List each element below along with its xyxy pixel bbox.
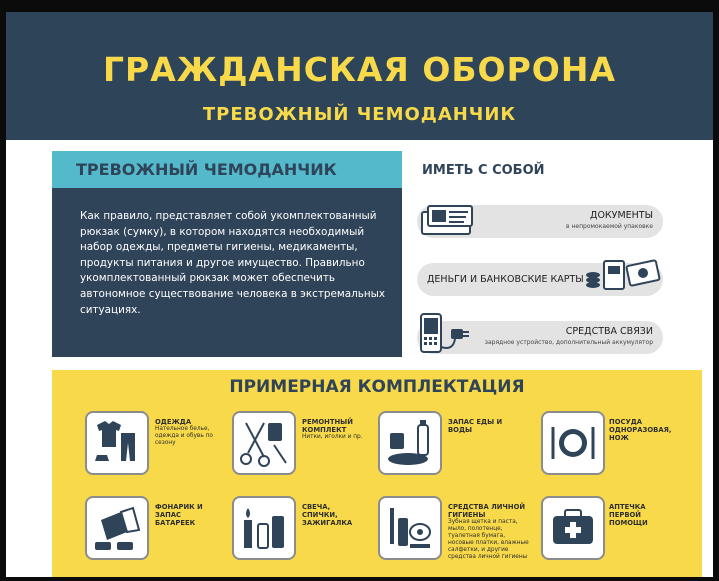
kit-item-first-aid bbox=[541, 496, 605, 560]
kit-item-candle bbox=[232, 496, 296, 560]
flashlight-icon bbox=[87, 498, 147, 558]
first-aid-icon bbox=[543, 498, 603, 558]
kit-item-hygiene bbox=[378, 496, 442, 560]
poster bbox=[6, 12, 713, 577]
header-banner bbox=[6, 12, 713, 140]
kit-caption bbox=[609, 503, 675, 527]
kit-item-title: ФОНАРИК И ЗАПАС БАТАРЕЕК bbox=[155, 503, 203, 527]
kit-caption bbox=[448, 418, 514, 434]
phone-charger-icon bbox=[419, 313, 473, 355]
hygiene-icon bbox=[380, 498, 440, 558]
sewing-kit-icon bbox=[234, 413, 294, 473]
kit-section bbox=[52, 370, 702, 577]
kit-caption bbox=[302, 418, 370, 441]
info-heading: ТРЕВОЖНЫЙ ЧЕМОДАНЧИК bbox=[76, 160, 337, 179]
kit-caption bbox=[155, 418, 221, 447]
kit-item-title: РЕМОНТНЫЙ КОМПЛЕКТ bbox=[302, 418, 353, 434]
kit-item-title: СРЕДСТВА ЛИЧНОЙ ГИГИЕНЫ bbox=[448, 503, 526, 519]
kit-caption bbox=[302, 503, 368, 527]
info-text: Как правило, представляет собой укомплектованный рюкзак (сумку), в котором находятся необходимый набор одежды, предметы гигиены, медикаменты, продукты питания и другое имущество. Правильно укомплектованный рюкзак может обеспечить автономное существование человека в экстремальных ситуациях. bbox=[80, 210, 386, 316]
page-title: ГРАЖДАНСКАЯ ОБОРОНА bbox=[103, 50, 616, 89]
kit-caption bbox=[155, 503, 221, 527]
kit-item-desc: Нательное белье, одежда и обувь по сезону bbox=[155, 426, 213, 446]
tableware-icon bbox=[543, 413, 603, 473]
candle-matches-icon bbox=[234, 498, 294, 558]
kit-title: ПРИМЕРНАЯ КОМПЛЕКТАЦИЯ bbox=[229, 377, 525, 397]
kit-caption bbox=[448, 503, 530, 561]
kit-item-flashlight bbox=[85, 496, 149, 560]
carry-item-sub: в непромокаемой упаковке bbox=[566, 223, 653, 230]
clothes-icon bbox=[87, 413, 147, 473]
kit-item-clothes bbox=[85, 411, 149, 475]
kit-item-food bbox=[378, 411, 442, 475]
kit-item-title: ЗАПАС ЕДЫ И ВОДЫ bbox=[448, 418, 503, 434]
carry-item-label: ДОКУМЕНТЫ bbox=[590, 210, 653, 221]
carry-item-label: ДЕНЬГИ И БАНКОВСКИЕ КАРТЫ bbox=[427, 274, 584, 285]
food-water-icon bbox=[380, 413, 440, 473]
page-subtitle: ТРЕВОЖНЫЙ ЧЕМОДАНЧИК bbox=[202, 104, 517, 125]
kit-item-title: ОДЕЖДА bbox=[155, 418, 192, 426]
kit-item-sewing bbox=[232, 411, 296, 475]
kit-item-desc: Нитки, иголки и пр. bbox=[302, 434, 363, 440]
kit-item-desc: Зубная щетка и паста, мыло, полотенце, туалетная бумага, носовые платки, влажные салфетки, и другие средства личной гигиены bbox=[448, 519, 529, 560]
money-cards-icon bbox=[584, 255, 664, 293]
info-heading-bar bbox=[52, 151, 402, 188]
carry-item-sub: зарядное устройство, дополнительный аккумулятор bbox=[484, 339, 653, 346]
carry-title: ИМЕТЬ С СОБОЙ bbox=[422, 163, 545, 178]
kit-item-title: СВЕЧА, СПИЧКИ, ЗАЖИГАЛКА bbox=[302, 503, 353, 527]
kit-item-title: АПТЕЧКА ПЕРВОЙ ПОМОЩИ bbox=[609, 503, 648, 527]
kit-item-tableware bbox=[541, 411, 605, 475]
info-panel bbox=[52, 151, 402, 357]
carry-item-label: СРЕДСТВА СВЯЗИ bbox=[565, 326, 653, 337]
kit-caption bbox=[609, 418, 679, 442]
documents-icon bbox=[418, 203, 476, 239]
kit-item-title: ПОСУДА ОДНОРАЗОВАЯ, НОЖ bbox=[609, 418, 672, 442]
